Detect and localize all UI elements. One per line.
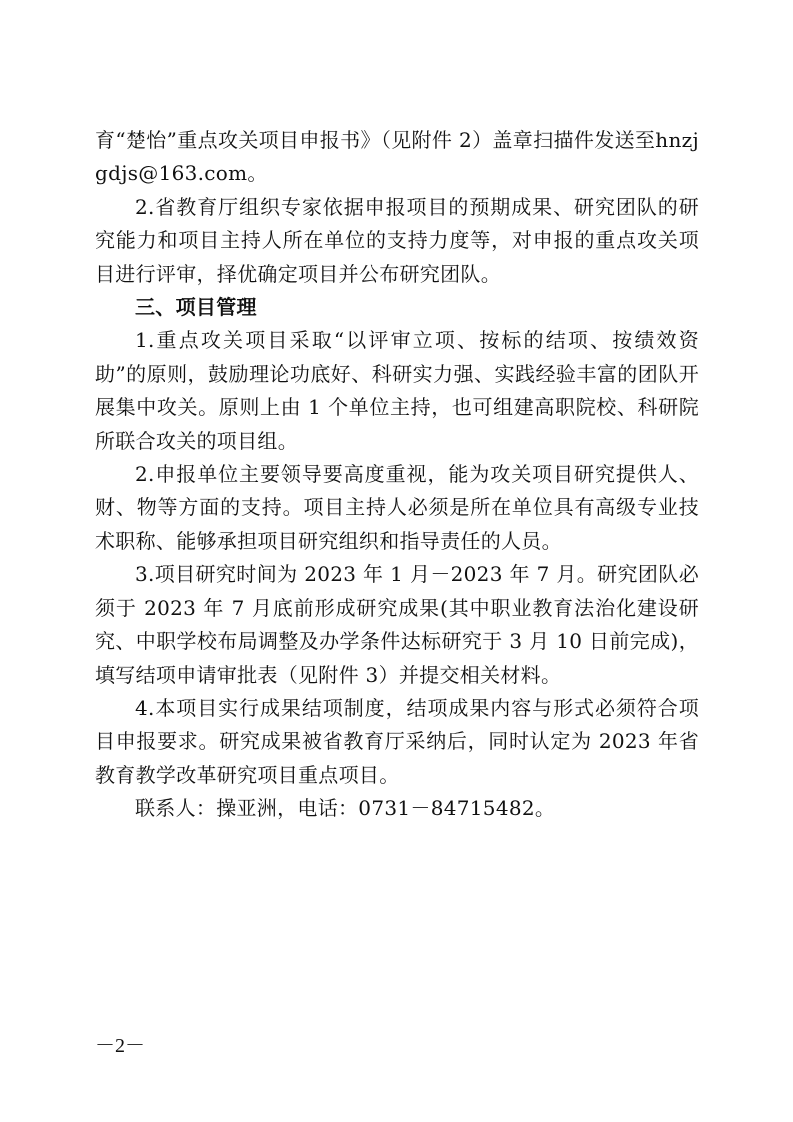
paragraph-management-item-1: 1.重点攻关项目采取“以评审立项、按标的结项、按绩效资助”的原则，鼓励理论功底好、科研实力强、实践经验丰富的团队开展集中攻关。原则上由 1 个单位主持，也可组建高职院校、科研院所联合攻关的项目组。 <box>95 328 699 453</box>
page-number: －2－ <box>95 1035 145 1057</box>
document-body <box>95 124 699 826</box>
paragraph-submission-continued: 育“楚怡”重点攻关项目申报书》（见附件 2）盖章扫描件发送至hnzjgdjs@163.com。 <box>95 128 699 186</box>
paragraph-management-item-4: 4.本项目实行成果结项制度，结项成果内容与形式必须符合项目申报要求。研究成果被省教育厅采纳后，同时认定为 2023 年省教育教学改革研究项目重点项目。 <box>95 695 699 787</box>
paragraph-contact: 联系人：操亚洲，电话：0731－84715482。 <box>135 796 556 821</box>
paragraph-management-item-2: 2.申报单位主要领导要高度重视，能为攻关项目研究提供人、财、物等方面的支持。项目主持人必须是所在单位具有高级专业技术职称、能够承担项目研究组织和指导责任的人员。 <box>95 462 699 553</box>
paragraph-management-item-3: 3.项目研究时间为 2023 年 1 月－2023 年 7 月。研究团队必须于 2023 年 7 月底前形成研究成果(其中职业教育法治化建设研究、中职学校布局调整及办学条件达标研究于 3 月 10 日前完成)，填写结项申请审批表（见附件 3）并提交相关材料。 <box>95 562 699 687</box>
paragraph-expert-review: 2.省教育厅组织专家依据申报项目的预期成果、研究团队的研究能力和项目主持人所在单位的支持力度等，对申报的重点攻关项目进行评审，择优确定项目并公布研究团队。 <box>95 194 699 286</box>
section-heading-project-management: 三、项目管理 <box>135 295 257 320</box>
